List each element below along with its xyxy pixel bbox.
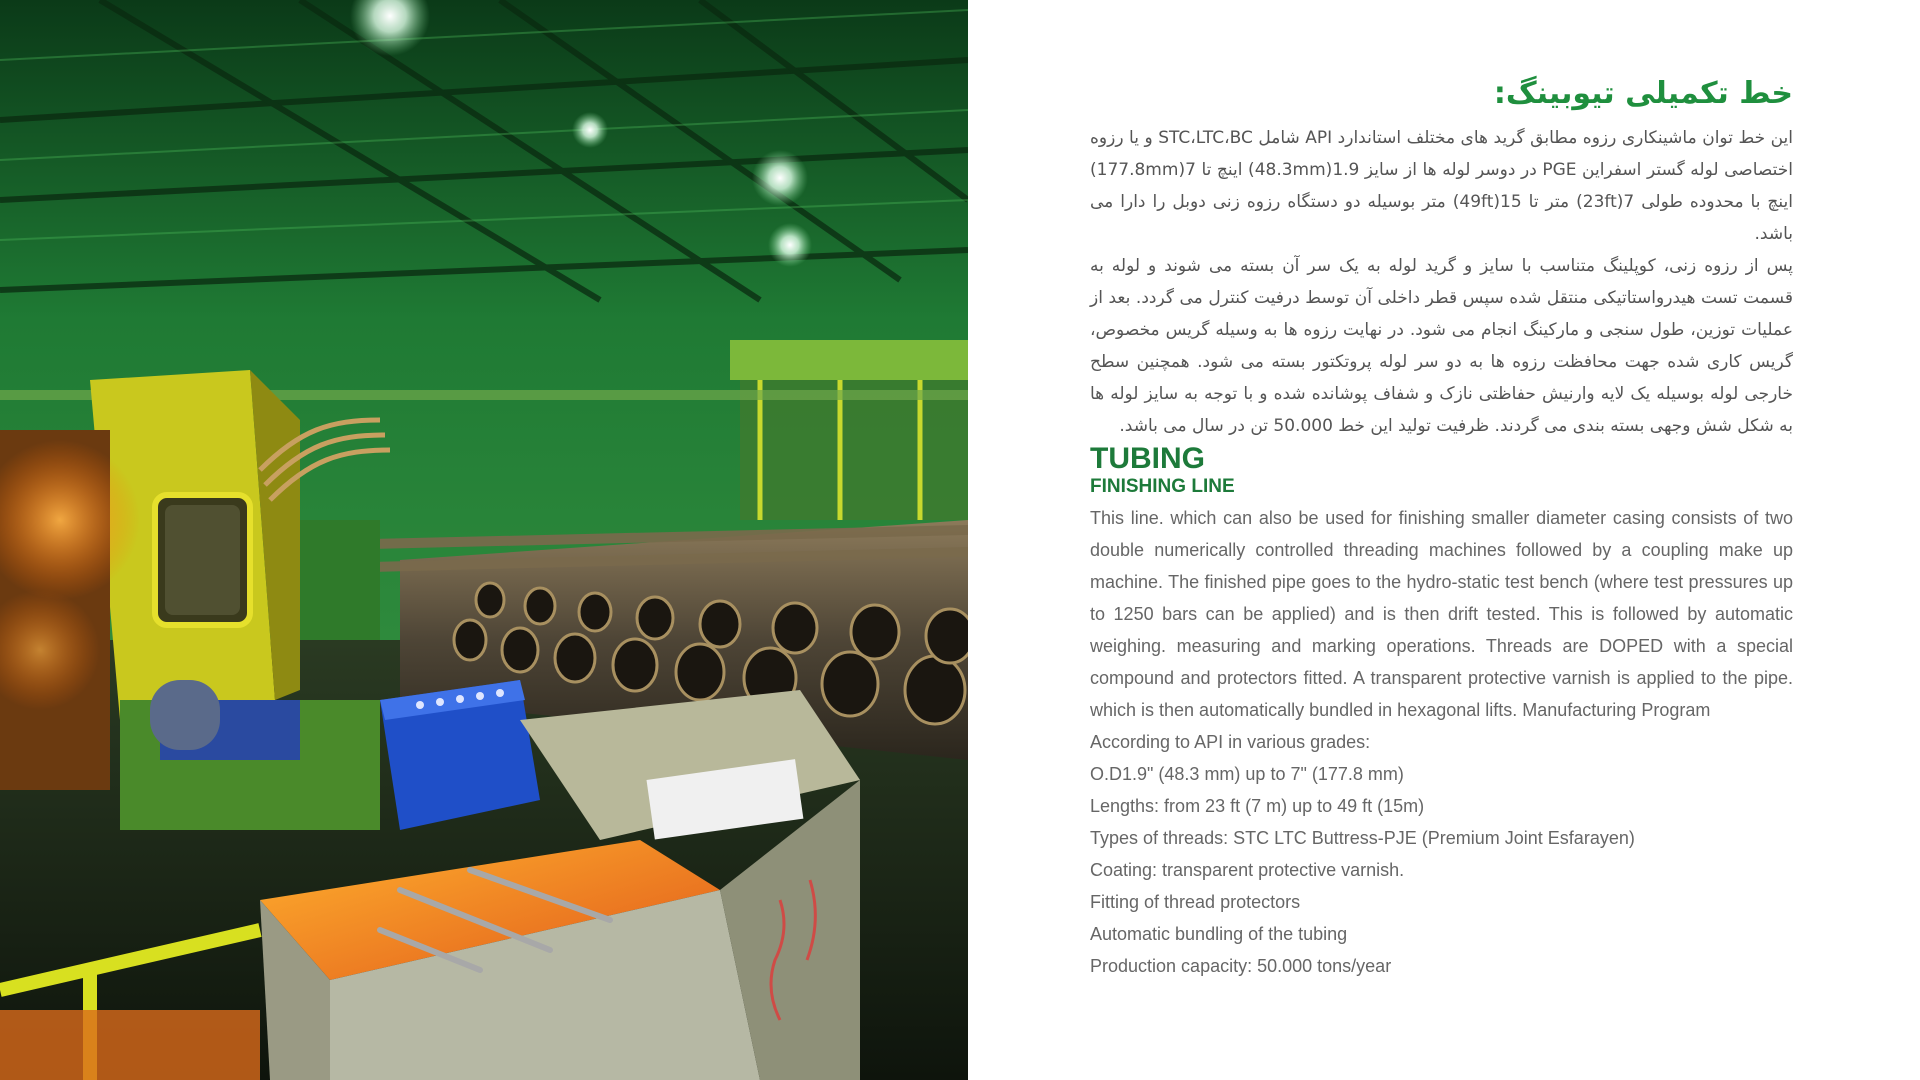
content-panel — [1090, 72, 1793, 982]
spec-item: Coating: transparent protective varnish. — [1090, 860, 1405, 880]
spec-item: Types of threads: STC LTC Buttress-PJE (Premium Joint Esfarayen) — [1090, 828, 1635, 848]
spec-item: Automatic bundling of the tubing — [1090, 924, 1348, 944]
persian-title: خط تکمیلی تیوبینگ: — [1493, 76, 1793, 111]
english-subtitle: FINISHING LINE — [1090, 476, 1235, 497]
english-paragraph: This line. which can also be used for finishing smaller diameter casing consists of two double numerically controlled threading machines followed by a coupling make up machine. The finished pipe goes to the hydro-static test bench (where test pressures up to 1250 bars can be applied) and is then drift tested. This is followed by automatic weighing. measuring and marking operations. Threads are DOPED with a special compound and protectors fitted. A transparent protective varnish is applied to the pipe. which is then automatically bundled in hexagonal lifts. Manufacturing Program — [1090, 508, 1793, 720]
spec-item: Lengths: from 23 ft (7 m) up to 49 ft (15m) — [1090, 796, 1425, 816]
persian-paragraph-1: این خط توان ماشینکاری رزوه مطابق گرید های مختلف استاندارد API شامل STC،LTC،BC و یا رزوه اختصاصی لوله گستر اسفراین PGE در دوسر لوله ها از سایز 1.9(48.3mm) اینچ تا 7(177.8mm) اینچ با محدوده طولی 7(23ft) متر تا 15(49ft) متر بوسیله دو دستگاه رزوه زنی دوبل را دارا می باشد. — [1090, 128, 1793, 244]
persian-paragraph-2: پس از رزوه زنی، کوپلینگ متناسب با سایز و گرید لوله به یک سر آن بسته می شوند و لوله به قسمت تست هیدرواستاتیکی منتقل شده سپس قطر داخلی آن توسط درفیت کنترل می گردد. بعد از عملیات توزین، طول سنجی و مارکینگ انجام می شود. در نهایت رزوه ها به وسیله گریس مخصوص، گریس کاری شده جهت محافظت رزوه ها به دو سر لوله پروتکتور بسته می شود. همچنین سطح خارجی لوله بوسیله یک لایه وارنیش حفاظتی نازک و شفاف پوشانده شده و با توجه به سایز لوله ها به شکل شش وجهی بسته بندی می گردند. ظرفیت تولید این خط 50.000 تن در سال می باشد. — [1090, 256, 1793, 436]
spec-item: O.D1.9" (48.3 mm) up to 7" (177.8 mm) — [1090, 764, 1404, 784]
spec-item: According to API in various grades: — [1090, 732, 1371, 752]
english-title: TUBING — [1090, 442, 1205, 475]
spec-item: Fitting of thread protectors — [1090, 892, 1301, 912]
spec-item: Production capacity: 50.000 tons/year — [1090, 956, 1392, 976]
spec-list — [1090, 726, 1793, 982]
